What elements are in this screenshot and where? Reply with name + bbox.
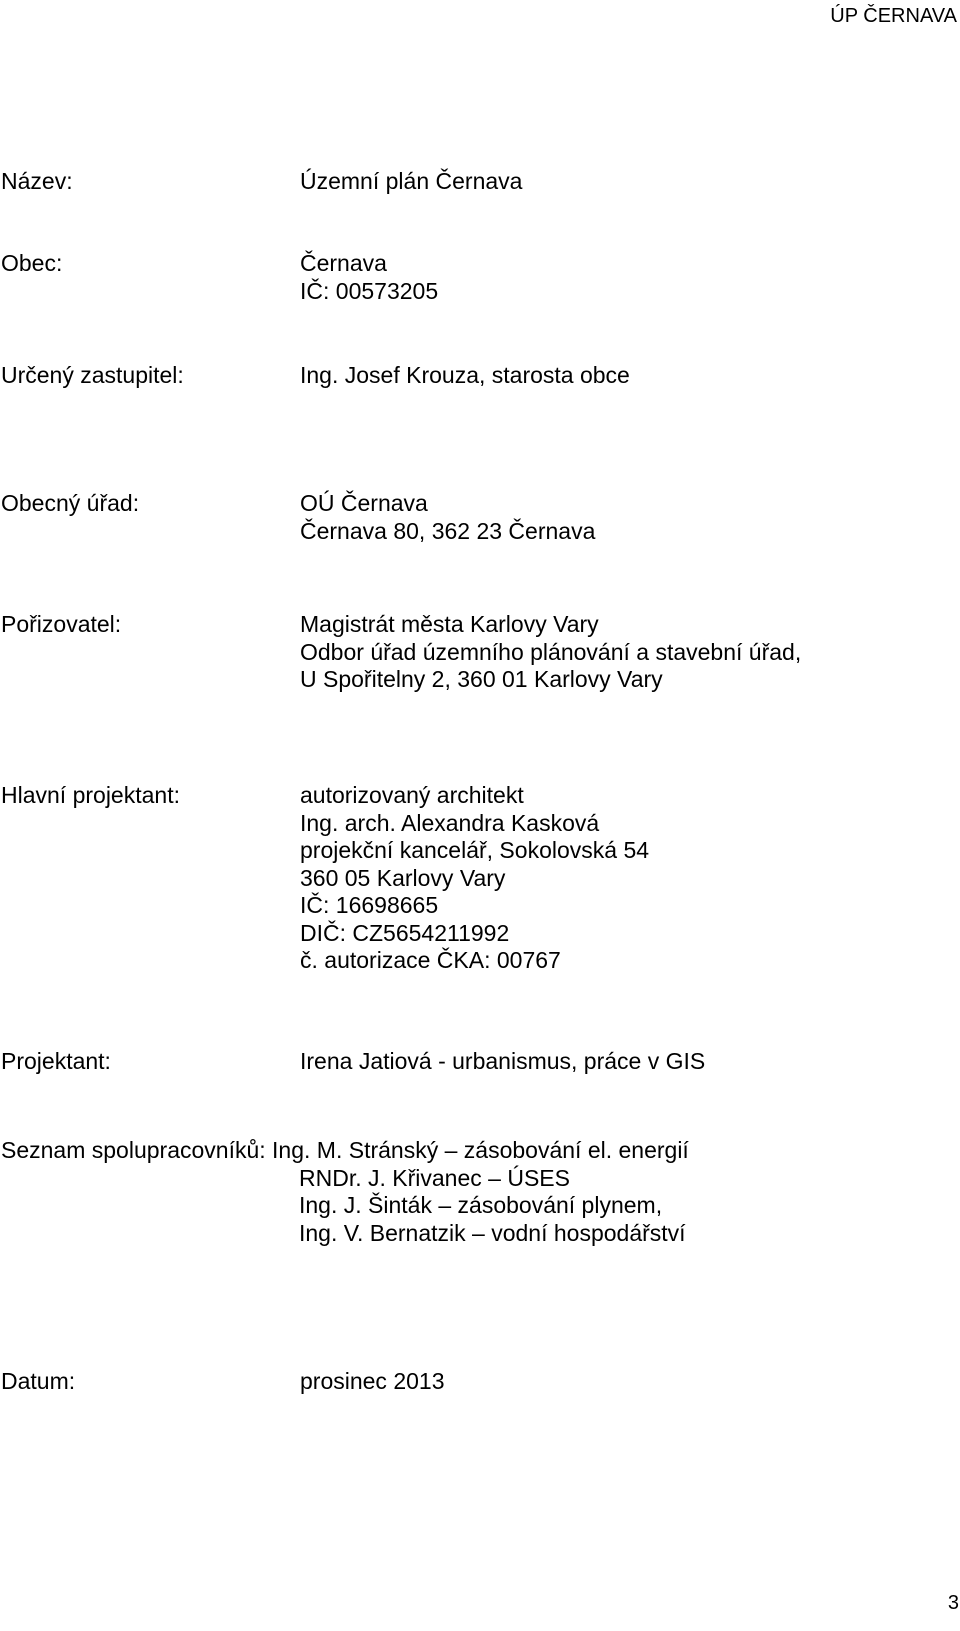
value-line: Odbor úřad územního plánování a stavební úřad, (300, 638, 802, 665)
field-label: Určený zastupitel: (1, 362, 184, 388)
field-label: Datum: (1, 1368, 76, 1394)
value-line: Ing. arch. Alexandra Kasková (300, 809, 600, 836)
page-number: 3 (947, 1592, 959, 1614)
field-label: Projektant: (1, 1048, 111, 1074)
field-value: Územní plán Černava (300, 168, 523, 194)
field-value: prosinec 2013 (300, 1368, 445, 1394)
field-label: Obecný úřad: (1, 490, 140, 516)
value-line: č. autorizace ČKA: 00767 (300, 947, 561, 973)
value-line: Černava (300, 250, 387, 276)
value-line: 360 05 Karlovy Vary (300, 864, 506, 891)
field-value (300, 611, 801, 694)
field-value: Irena Jatiová - urbanismus, práce v GIS (300, 1048, 706, 1074)
value-line: OÚ Černava (300, 490, 428, 516)
field-label: Pořizovatel: (1, 611, 122, 637)
value-line: U Spořitelny 2, 360 01 Karlovy Vary (300, 666, 663, 692)
value-line: autorizovaný architekt (300, 782, 524, 808)
value-line: Ing. J. Šinták – zásobování plynem, (299, 1192, 663, 1218)
field-value (300, 250, 438, 305)
value-line: DIČ: CZ5654211992 (300, 919, 510, 946)
value-line: Černava 80, 362 23 Černava (300, 517, 596, 544)
field-value (300, 490, 595, 545)
value-line: IČ: 00573205 (300, 277, 439, 304)
field-value: Ing. Josef Krouza, starosta obce (300, 362, 630, 388)
field-label: Seznam spolupracovníků: (1, 1137, 266, 1163)
field-label: Obec: (1, 250, 63, 276)
value-line: projekční kancelář, Sokolovská 54 (300, 837, 650, 863)
value-line: IČ: 16698665 (300, 892, 439, 918)
field-label: Hlavní projektant: (1, 782, 180, 808)
value-line: Magistrát města Karlovy Vary (300, 611, 599, 637)
value-line: Ing. M. Stránský – zásobování el. energií (272, 1137, 689, 1163)
field-value (300, 782, 649, 975)
field-label: Název: (1, 168, 73, 194)
value-line: Ing. V. Bernatzik – vodní hospodářství (299, 1219, 686, 1246)
document-header: ÚP ČERNAVA (830, 5, 957, 27)
field-spolupracovnici (1, 1137, 956, 1247)
value-line: RNDr. J. Křivanec – ÚSES (299, 1164, 570, 1191)
